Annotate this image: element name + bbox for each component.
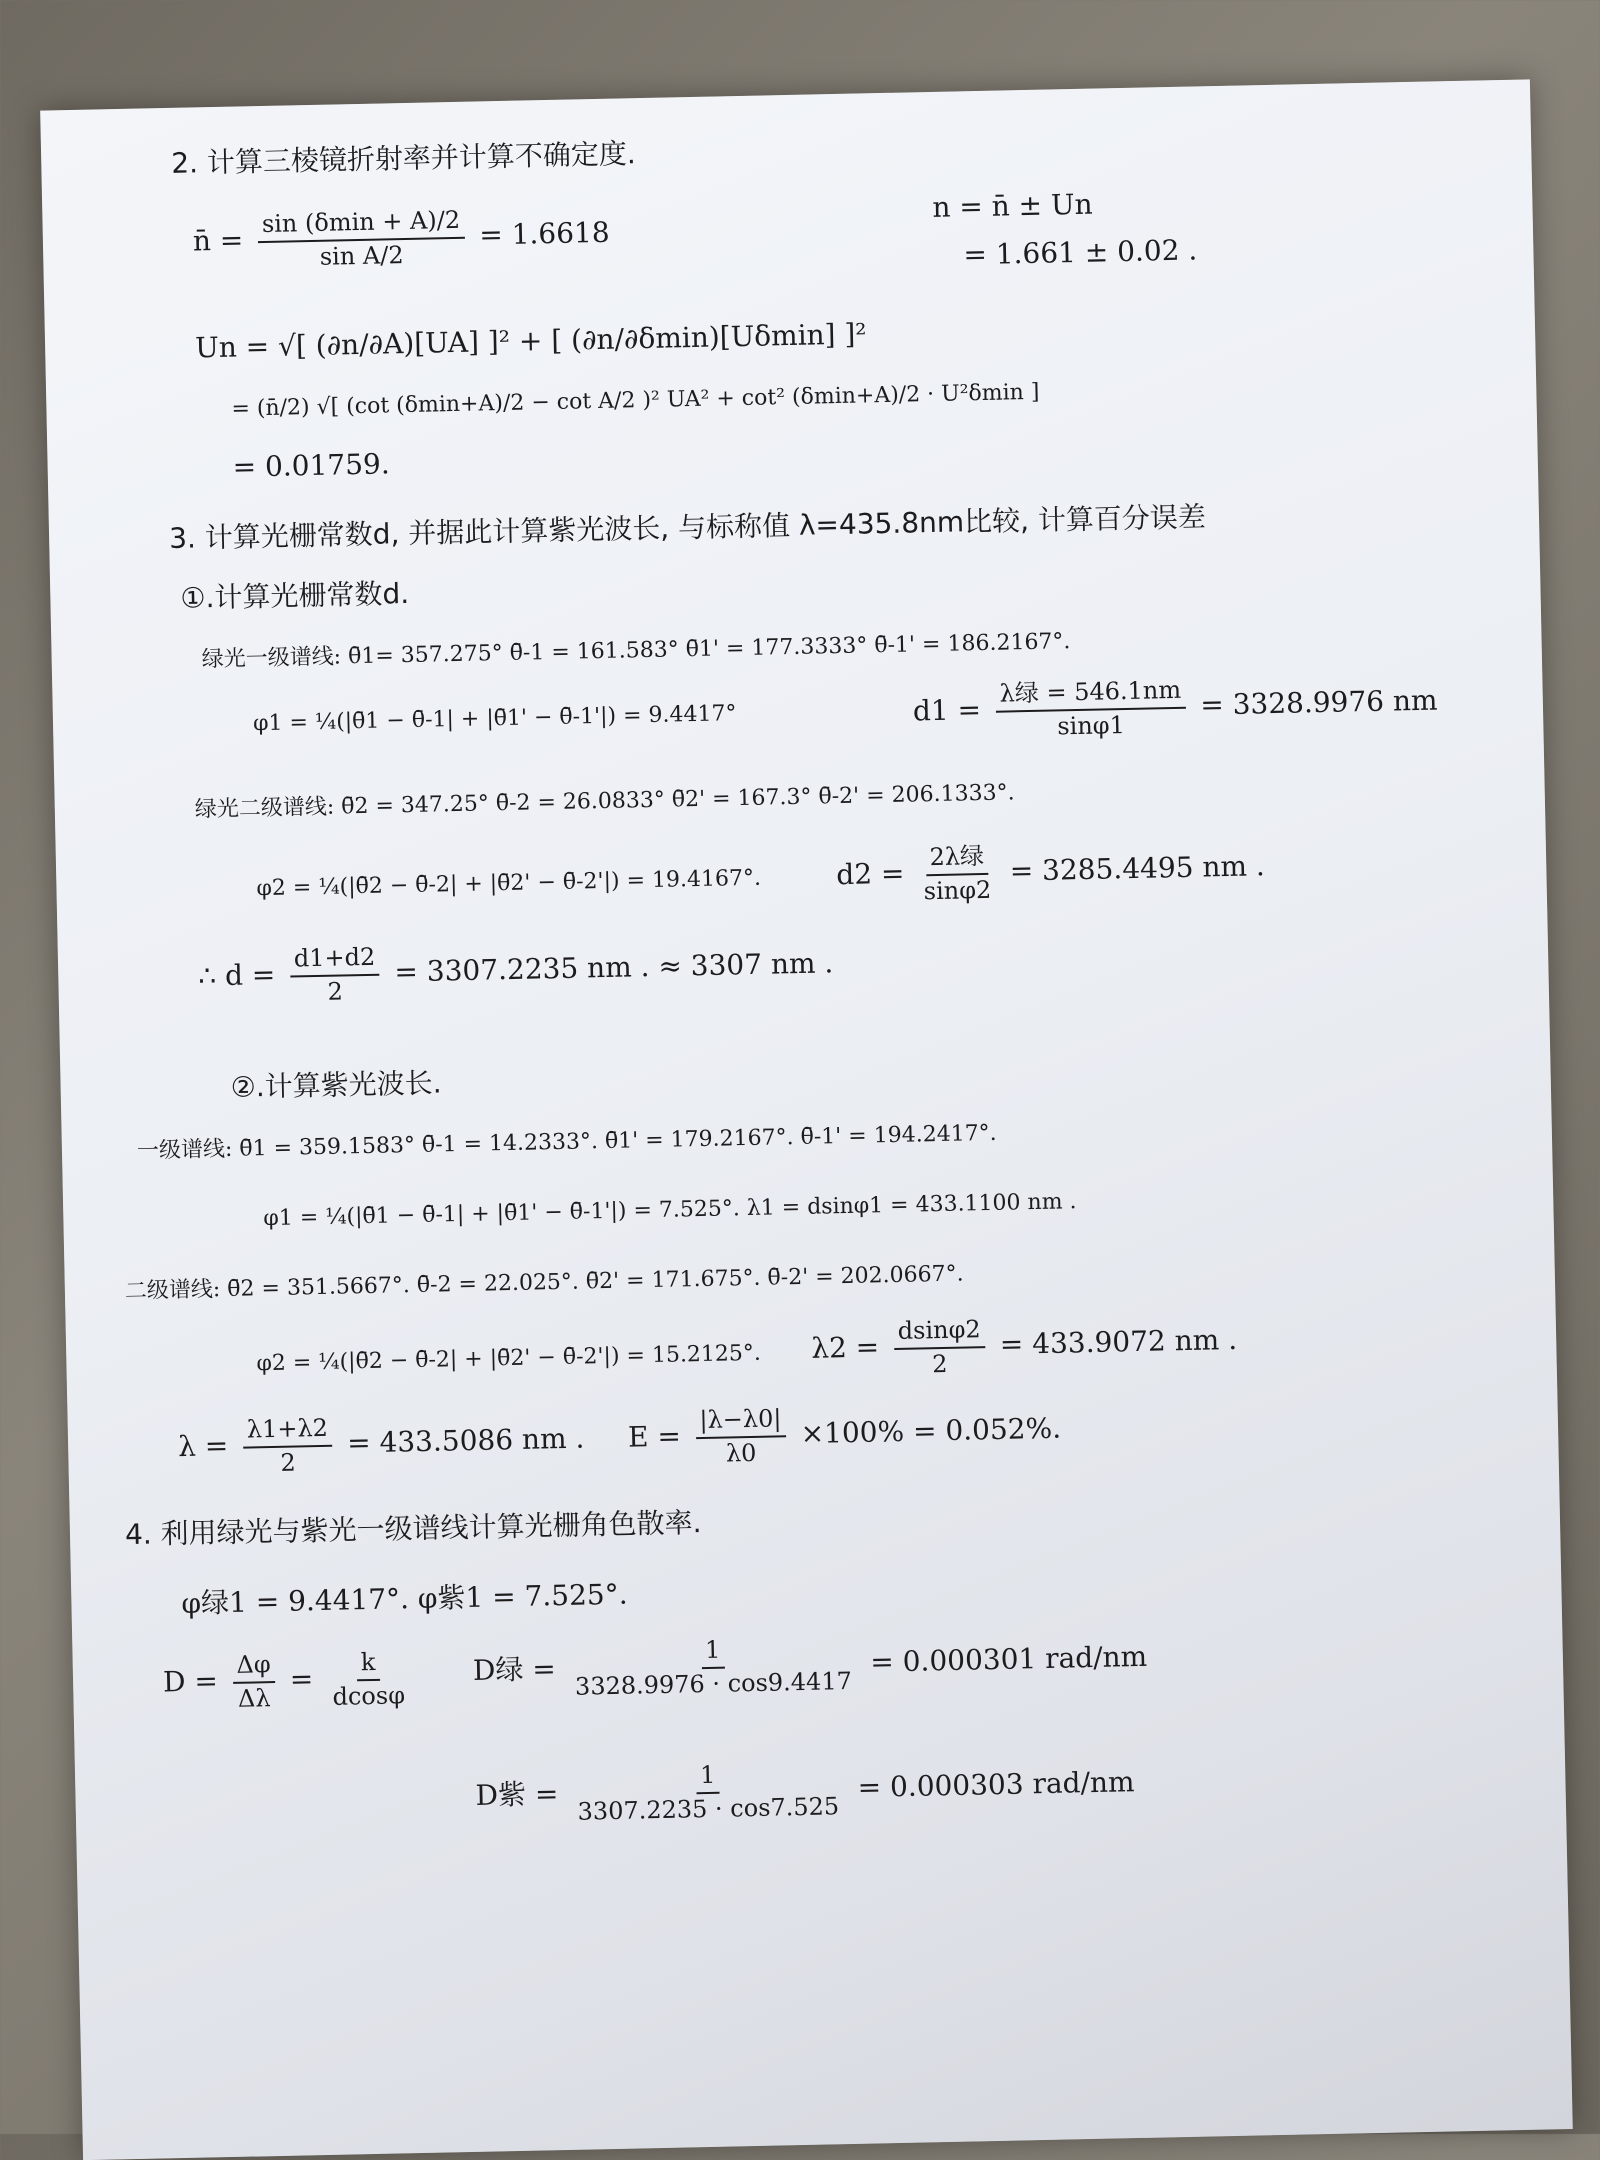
lambda-numerator: λ1+λ2 bbox=[243, 1415, 333, 1448]
d2-numerator: 2λ绿 bbox=[925, 843, 988, 876]
error-formula bbox=[627, 1400, 1061, 1470]
d-green-value: = 0.000301 rad/nm bbox=[869, 1639, 1148, 1679]
un-line-3: = 0.01759. bbox=[232, 447, 391, 484]
error-fraction bbox=[695, 1405, 786, 1468]
violet-first-order-phi: φ1 = ¼(|θ̄1 − θ̄-1| + |θ̄1' − θ̄-1'|) = 7.525°. λ1 = dsinφ1 = 433.1100 nm . bbox=[263, 1189, 1077, 1232]
q2-title: 2. 计算三棱镜折射率并计算不确定度. bbox=[170, 137, 637, 180]
n-value: = 1.6618 bbox=[478, 215, 610, 252]
un-line-2: = (n̄/2) √[ (cot (δmin+A)/2 − cot A/2 )² UA² + cot² (δmin+A)/2 · U²δmin ] bbox=[231, 379, 1040, 422]
lambda2-lhs: λ2 = bbox=[810, 1330, 880, 1365]
dispersion-fraction-1 bbox=[232, 1651, 275, 1713]
lambda2-formula bbox=[811, 1311, 1238, 1381]
dispersion-fraction-2 bbox=[328, 1648, 410, 1711]
lambda2-denominator: 2 bbox=[931, 1349, 948, 1378]
q4-title: 4. 利用绿光与紫光一级谱线计算光栅角色散率. bbox=[124, 1506, 702, 1552]
d-violet-value: = 0.000303 rad/nm bbox=[857, 1765, 1135, 1804]
d1-fraction bbox=[995, 677, 1186, 742]
n-result-1: n = n̄ ± Un bbox=[932, 187, 1093, 224]
q3-subtitle-2: ②.计算紫光波长. bbox=[230, 1066, 442, 1104]
n-numerator: sin (δmin + A)/2 bbox=[258, 207, 465, 243]
q4-phi-values: φ绿1 = 9.4417°. φ紫1 = 7.525°. bbox=[181, 1577, 628, 1620]
d1-value: = 3328.9976 nm bbox=[1199, 683, 1438, 722]
q3-title: 3. 计算光栅常数d, 并据此计算紫光波长, 与标称值 λ=435.8nm比较, 计算百分误差 bbox=[168, 500, 1207, 555]
d-green-fraction bbox=[570, 1634, 856, 1701]
d2-lhs: d2 = bbox=[835, 856, 905, 892]
dispersion-numerator-1: Δφ bbox=[232, 1651, 275, 1683]
d2-formula bbox=[836, 837, 1266, 907]
n-lhs: n̄ = bbox=[192, 223, 244, 258]
green-first-order-phi: φ1 = ¼(|θ̄1 − θ̄-1| + |θ̄1' − θ̄-1'|) = 9.4417° bbox=[252, 701, 737, 737]
violet-second-order-phi: φ2 = ¼(|θ̄2 − θ̄-2| + |θ̄2' − θ̄-2'|) = 15.2125°. bbox=[256, 1340, 762, 1377]
d-numerator: d1+d2 bbox=[290, 944, 380, 977]
d-denominator: 2 bbox=[327, 977, 344, 1006]
dispersion-denominator-1: Δλ bbox=[237, 1683, 271, 1713]
d-violet-lhs: D紫 = bbox=[475, 1777, 559, 1812]
dispersion-denominator-2: dcosφ bbox=[332, 1680, 406, 1711]
dispersion-equals: = bbox=[289, 1662, 314, 1696]
d2-fraction bbox=[919, 843, 996, 906]
d2-denominator: sinφ2 bbox=[923, 875, 992, 905]
q3-subtitle-1: ①.计算光栅常数d. bbox=[180, 576, 410, 615]
d-green-lhs: D绿 = bbox=[472, 1652, 557, 1687]
d1-numerator: λ绿 = 546.1nm bbox=[995, 677, 1185, 713]
d-green-denominator: 3328.9976 · cos9.4417 bbox=[574, 1666, 853, 1701]
un-line-1: Un = √[ (∂n/∂A)[UA] ]² + [ (∂n/∂δmin)[Uδmin] ]² bbox=[194, 317, 867, 365]
n-denominator: sin A/2 bbox=[319, 240, 404, 271]
lambda-lhs: λ = bbox=[177, 1429, 229, 1464]
d-fraction bbox=[290, 944, 381, 1007]
d-lhs: ∴ d = bbox=[197, 957, 276, 993]
d-violet-numerator: 1 bbox=[696, 1762, 720, 1794]
d2-value: = 3285.4495 nm . bbox=[1009, 849, 1266, 888]
green-first-order-angles: 绿光一级谱线: θ̄1= 357.275° θ̄-1 = 161.583° θ̄1' = 177.3333° θ̄-1' = 186.2167°. bbox=[201, 629, 1071, 673]
n-result-2: = 1.661 ± 0.02 . bbox=[963, 233, 1198, 272]
lambda-average-formula bbox=[178, 1410, 585, 1480]
d-green-numerator: 1 bbox=[701, 1637, 725, 1669]
lambda-value: = 433.5086 nm . bbox=[346, 1421, 585, 1460]
lambda2-value: = 433.9072 nm . bbox=[999, 1322, 1238, 1361]
error-lhs: E = bbox=[627, 1419, 682, 1454]
d1-denominator: sinφ1 bbox=[1056, 710, 1126, 741]
error-denominator: λ0 bbox=[725, 1438, 757, 1468]
d-violet-formula bbox=[475, 1753, 1135, 1828]
d1-lhs: d1 = bbox=[912, 693, 982, 728]
lambda-denominator: 2 bbox=[280, 1448, 297, 1477]
d-green-formula bbox=[472, 1628, 1148, 1703]
n-formula bbox=[192, 204, 610, 274]
lambda2-fraction bbox=[893, 1316, 985, 1379]
d1-formula bbox=[912, 671, 1438, 743]
dispersion-numerator-2: k bbox=[357, 1649, 380, 1681]
paper-sheet bbox=[40, 79, 1573, 2160]
d-violet-fraction bbox=[573, 1759, 844, 1826]
n-fraction bbox=[258, 207, 465, 272]
violet-second-order-angles: 二级谱线: θ̄2 = 351.5667°. θ̄-2 = 22.025°. θ̄2' = 171.675°. θ̄-2' = 202.0667°. bbox=[124, 1261, 964, 1305]
green-second-order-angles: 绿光二级谱线: θ̄2 = 347.25° θ̄-2 = 26.0833° θ̄2' = 167.3° θ̄-2' = 206.1333°. bbox=[194, 780, 1015, 823]
error-value: ×100% = 0.052%. bbox=[800, 1411, 1062, 1451]
d-value: = 3307.2235 nm . ≈ 3307 nm . bbox=[394, 946, 834, 989]
violet-first-order-angles: 一级谱线: θ̄1 = 359.1583° θ̄-1 = 14.2333°. θ̄1' = 179.2167°. θ̄-1' = 194.2417°. bbox=[136, 1120, 997, 1164]
dispersion-formula bbox=[162, 1648, 415, 1714]
d-violet-denominator: 3307.2235 · cos7.525 bbox=[577, 1791, 840, 1826]
green-second-order-phi: φ2 = ¼(|θ̄2 − θ̄-2| + |θ̄2' − θ̄-2'|) = 19.4167°. bbox=[256, 865, 762, 902]
error-numerator: |λ−λ0| bbox=[695, 1405, 786, 1438]
lambda-fraction bbox=[243, 1415, 333, 1478]
d-average-formula bbox=[198, 934, 834, 1008]
lambda2-numerator: dsinφ2 bbox=[893, 1316, 985, 1349]
dispersion-lhs: D = bbox=[162, 1664, 219, 1699]
